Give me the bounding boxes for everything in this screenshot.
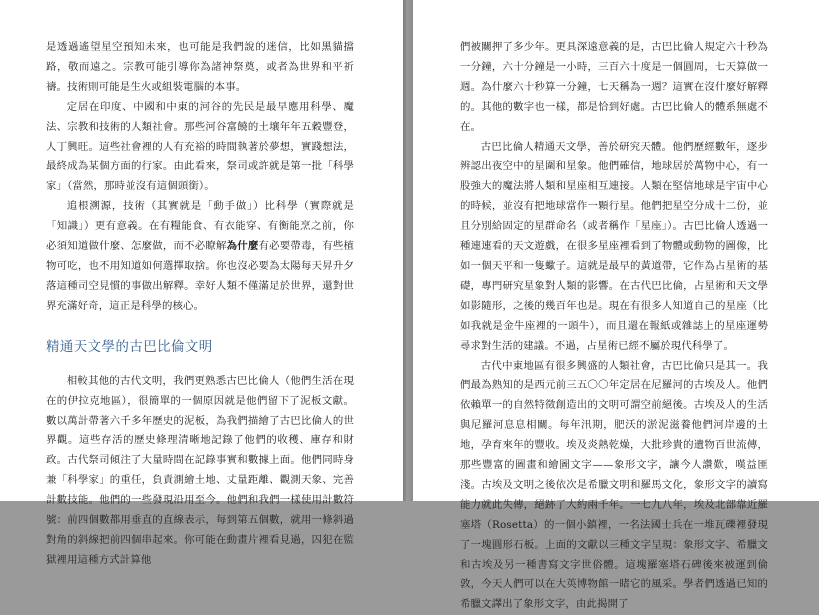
section-heading: 精通天文學的古巴比倫文明 bbox=[46, 339, 354, 357]
paragraph: 古代中東地區有很多興盛的人類社會，古巴比倫只是其一。我們最為熟知的是西元前三五〇〇年定居在尼羅河的古埃及人。他們依賴單一的自然特徵創造出的文明可謂空前絕後。古埃及人的生活與尼羅河息息相關。每年汛期，肥沃的淤泥滋養他們河岸邊的土地，孕育來年的豐收。埃及炎熱乾燥，大批珍貴的遺物百世流傳，那些豐富的圖畫和繪圖文字——象形文字，讓今人讚歎，嘆益匪淺。古埃及文明之後依次是希臘文明和羅馬文化，象形文字的讀寫能力就此失傳，絕跡了大約兩千年。一七九八年，埃及北部靠近羅塞塔（Rosetta）的一個小鎮裡，一名法國士兵在一堆瓦礫裡發現了一塊圓形石板。上面的文獻以三種文字呈現：象形文字、希臘文和古埃及另一種書寫文字世俗體。這塊羅塞塔石碑後來被運到倫敦，今天人們可以在大英博物館一睹它的風采。學者們透過已知的希臘文譯出了象形文字，由此揭開了 bbox=[460, 357, 768, 615]
right-text-column bbox=[460, 38, 768, 615]
paragraph: 相較其他的古代文明，我們更熟悉古巴比倫人（他們生活在現在的伊拉克地區），很簡單的一個原因就是他們留下了泥板文獻。數以萬計帶著六千多年歷史的泥板，為我們描繪了古巴比倫人的世界觀。這些存活的歷史條理清晰地記錄了他們的收穫、庫存和財政。古代祭司傾注了大量時間在記錄事實和數據上面。他們同時身兼「科學家」的重任，負責測繪土地、丈量距離、觀測天象、完善計數技能。他們的一些發現沿用至今。他們和我們一樣使用計數符號：前四個數都用垂直的直線表示，每到第五個數，就用一條斜過對角的斜線把前四個串起來。你可能在動畫片裡看見過，囚犯在監獄裡用這種方式計算他 bbox=[46, 372, 354, 571]
paragraph-text: 追根溯源，技術（其實就是「動手做」）比科學（實際就是「知識」）更有意義。在有糧能食、有衣能穿、有衡能烹之前，你必須知道做什麼、怎麼做，而不必瞭解 bbox=[46, 200, 354, 252]
paragraph: 古巴比倫人精通天文學，善於研究天體。他們歷經數年，逐步辨認出夜空中的星圍和星象。他們確信，地球居於萬物中心，有一股強大的魔法將人類和星座相互連接。人類在堅信地球是宇宙中心的時候，並沒有把地球當作一顆行星。他們把星空分成十二份，並且分別給固定的星群命名（或者稱作「星座」）。古巴比倫人透過一種連連看的天文遊戲，在很多星座裡看到了物體或動物的圖像，比如一個天平和一隻蠍子。這就是最早的黃道帶，它作為占星術的基礎，專門研究星象對人類的影響。在古代巴比倫，占星術和天文學如影隨形，之後的幾百年也是。現在有很多人知道自己的星座（比如我就是金牛座裡的一頭牛），而且還在報紙或雜誌上的星座運勢尋求對生活的建議。不過，占星術已經不屬於現代科學了。 bbox=[460, 138, 768, 357]
left-page bbox=[0, 0, 403, 501]
paragraph bbox=[46, 197, 354, 316]
paragraph: 們被關押了多少年。更具深遠意義的是，古巴比倫人規定六十秒為一分鐘，六十分鐘是一小時，三百六十度是一個圓周，七天算做一週。為什麼六十秒算一分鐘，七天稱為一週？這實在沒什麼好解釋的。其他的數字也一樣，都是恰到好處。古巴比倫人的體系無處不在。 bbox=[460, 38, 768, 138]
paragraph-text: 有必要帶毒，有些植物可吃，也不用知道如何選擇取捨。你也沒必要為太陽每天昇升夕落這種司空見慣的事做出解釋。幸好人類不僅滿足於世界，還對世界充滿好奇，這正是科學的核心。 bbox=[46, 240, 354, 312]
paragraph: 是透過遙望星空預知未來，也可能是我們說的迷信，比如黑貓擋路，敬而遠之。宗教可能引導你為諸神祭奠，或者為世界和平祈禱。技術則可能是生火或組裝電腦的本事。 bbox=[46, 38, 354, 98]
paragraph: 定居在印度、中國和中東的河谷的先民是最早應用科學、魔法、宗教和技術的人類社會。那些河谷富饒的土壤年年五穀豐登，人丁興旺。這些社會裡的人有充裕的時間執著於夢想，實踐想法，最終成為某個方面的行家。由此看來，祭司或許就是第一批「科學家」（當然，那時並沒有這個頭銜）。 bbox=[46, 98, 354, 198]
bold-text: 為什麼 bbox=[227, 240, 259, 252]
right-page bbox=[413, 0, 819, 501]
left-text-column bbox=[46, 38, 354, 571]
page-divider bbox=[403, 0, 413, 501]
